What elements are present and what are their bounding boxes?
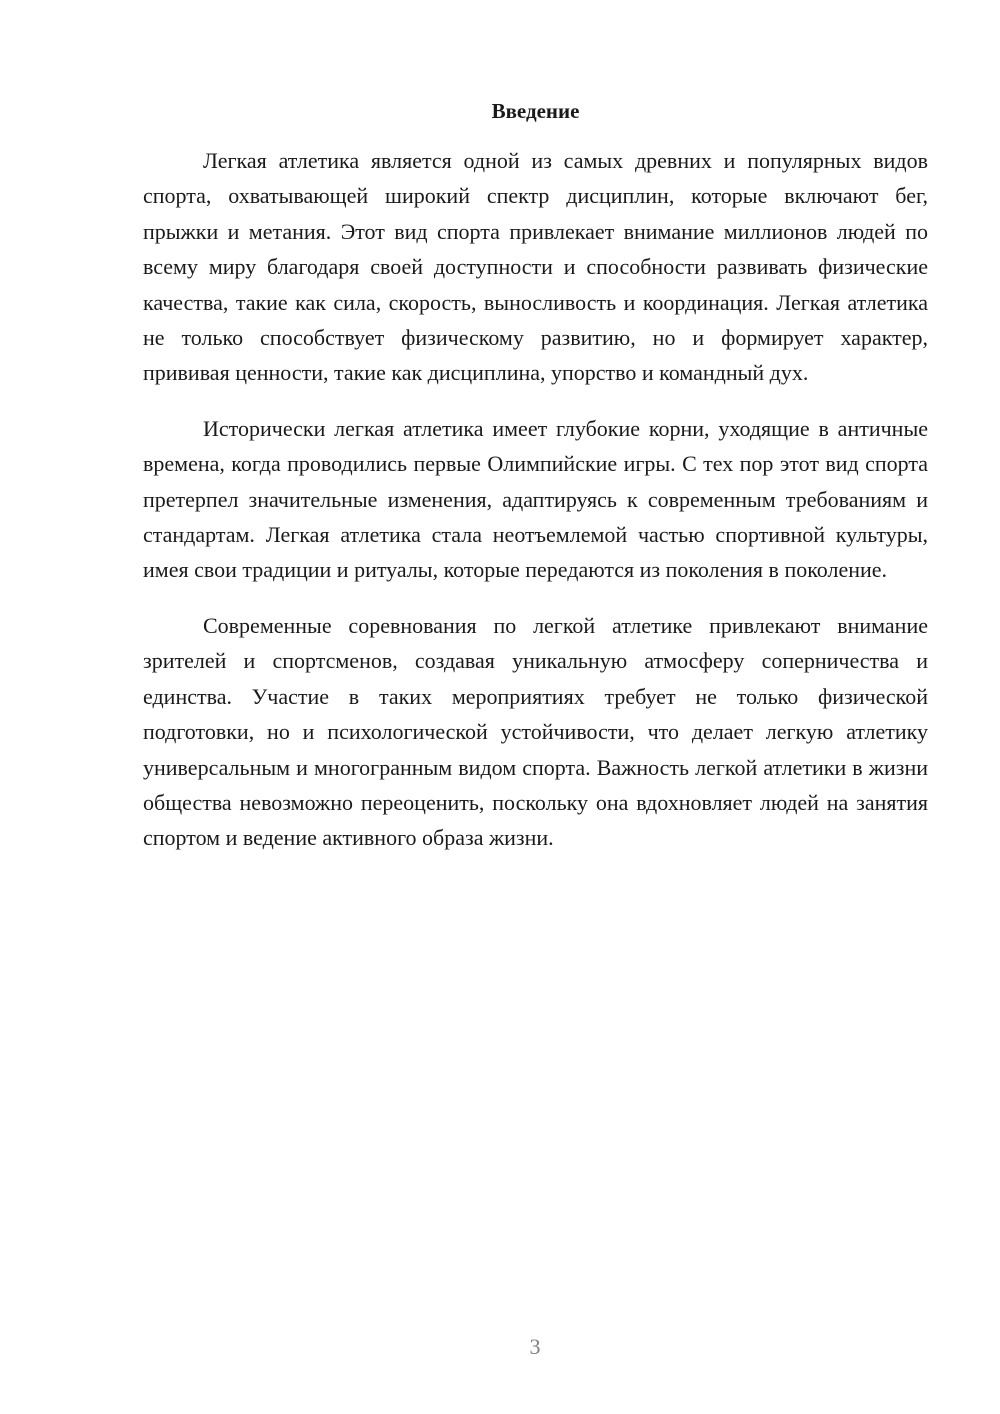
section-title: Введение — [491, 99, 580, 123]
paragraph-2: Исторически легкая атлетика имеет глубокие корни, уходящие в античные времена, когда проводились первые Олимпийские игры. С тех пор этот вид спорта претерпел значительные изменения, адаптируясь к современным требованиям и стандартам. Легкая атлетика стала неотъемлемой частью спортивной культуры, имея свои традиции и ритуалы, которые передаются из поколения в поколение. — [143, 415, 928, 583]
page-number: 3 — [529, 1334, 541, 1359]
paragraph-1: Легкая атлетика является одной из самых древних и популярных видов спорта, охватывающей широкий спектр дисциплин, которые включают бег, прыжки и метания. Этот вид спорта привлекает внимание миллионов людей по всему миру благодаря своей доступности и способности развивать физические качества, такие как сила, скорость, выносливость и координация. Легкая атлетика не только способствует физическому развитию, но и формирует характер, прививая ценности, такие как дисциплина, упорство и командный дух. — [143, 148, 928, 386]
document-body — [143, 143, 928, 876]
paragraph-3: Современные соревнования по легкой атлетике привлекают внимание зрителей и спортсменов, создавая уникальную атмосферу соперничества и единства. Участие в таких мероприятиях требует не только физической подготовки, но и психологической устойчивости, что делает легкую атлетику универсальным и многогранным видом спорта. Важность легкой атлетики в жизни общества невозможно переоценить, поскольку она вдохновляет людей на занятия спортом и ведение активного образа жизни. — [143, 612, 928, 851]
